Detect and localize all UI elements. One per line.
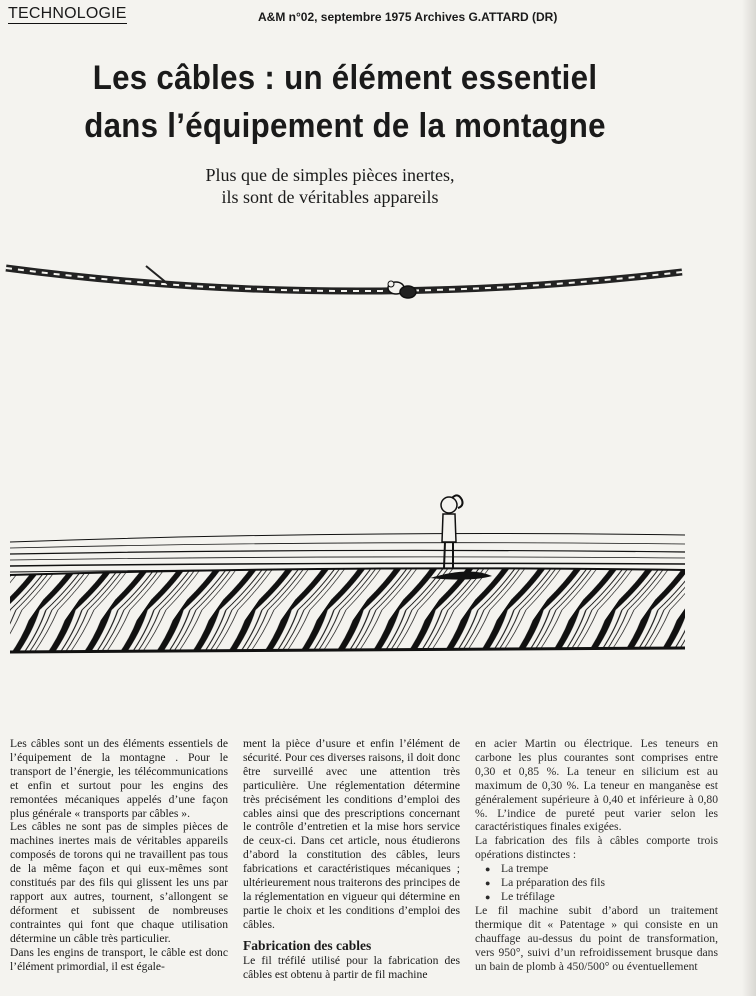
article-column-3: [475, 737, 718, 973]
section-heading: Fabrication des cables: [243, 937, 372, 953]
paragraph: Le fil tréfilé utilisé pour la fabrication des câbles est obtenu à partir de fil machine: [243, 953, 460, 981]
paragraph: en acier Martin ou électrique. Les teneurs en carbone les plus courantes sont comprises entre 0,30 et 0,85 %. La teneur en silicium est au maximum de 0,30 %. La teneur en manganèse est généralement supérieure à 0,40 et inférieure à 0,80 %. L’indice de pureté peut varier selon les caractéristiques finales exigées.: [475, 737, 718, 834]
operations-list: [475, 862, 718, 904]
paragraph: La fabrication des fils à câbles comporte trois opérations distinctes :: [475, 834, 718, 862]
page-edge-shadow: [742, 0, 756, 996]
giant-cable-top-surface: [10, 534, 685, 572]
paragraph: ment la pièce d’usure et enfin l’élément de sécurité. Pour ces diverses raisons, il doit donc être surveillé avec une attention très particulière. Une réglementation détermine très précisément les conditions d’emploi des cables ainsi que des prescriptions concernant le contrôle d’entretien et la mise hors service de ceux-ci. Dans cet article, nous étudierons d’abord la constitution des câbles, leurs fabrications et caractéristiques mécaniques ; ultérieurement nous traiterons des principes de la réglementation en vigueur qui détermine en partie le choix et les conditions d’emploi des câbles.: [243, 737, 460, 931]
paragraph: Dans les engins de transport, le câble est donc l’élément primordial, il est égale-: [10, 945, 228, 973]
man-figure-icon: [430, 495, 492, 579]
article-title-line-1: Les câbles : un élément essentiel: [92, 59, 598, 97]
birds-icon: [388, 281, 416, 298]
paragraph: Les câbles sont un des éléments essentiels de l’équipement de la montagne . Pour le transport de l’énergie, les télécommunications et enfin et surtout pour les engins des remontées mécaniques appelés d’une façon plus générale « transports par câbles ».: [10, 737, 228, 820]
list-item: ● La trempe: [491, 862, 718, 876]
archive-reference: A&M n°02, septembre 1975 Archives G.ATTARD (DR): [258, 10, 558, 24]
article-column-1: [10, 737, 228, 973]
giant-cable: [10, 568, 685, 652]
cable-illustration: [0, 250, 700, 670]
article-subtitle-line-2: ils sont de véritables appareils: [221, 187, 439, 207]
list-item: ● Le tréfilage: [491, 890, 718, 904]
article-title-line-2: dans l’équipement de la montagne: [84, 107, 606, 145]
article-column-2: [243, 737, 460, 982]
article-subtitle-line-1: Plus que de simples pièces inertes,: [205, 165, 455, 185]
thin-cable: [6, 266, 682, 291]
list-item: ● La préparation des fils: [491, 876, 718, 890]
paragraph: Les câbles ne sont pas de simples pièces de machines inertes mais de véritables appareils composés de torons qui ne travaillent pas tous de la même façon et qui eux-mêmes sont constitués par des fils qui glissent les uns par rapport aux autres, tournent, s’allongent se déforment et subissent de nombreuses contraintes qui font que chaque utilisation détermine un câble très particulier.: [10, 820, 228, 945]
section-label: TECHNOLOGIE: [8, 5, 127, 22]
paragraph: Le fil machine subit d’abord un traitement thermique dit « Patentage » qui consiste en un chauffage au-dessus du point de transformation, vers 950°, suivi d’un refroidissement brusque dans un bain de plomb à 450/500° ou éventuellement: [475, 903, 718, 973]
